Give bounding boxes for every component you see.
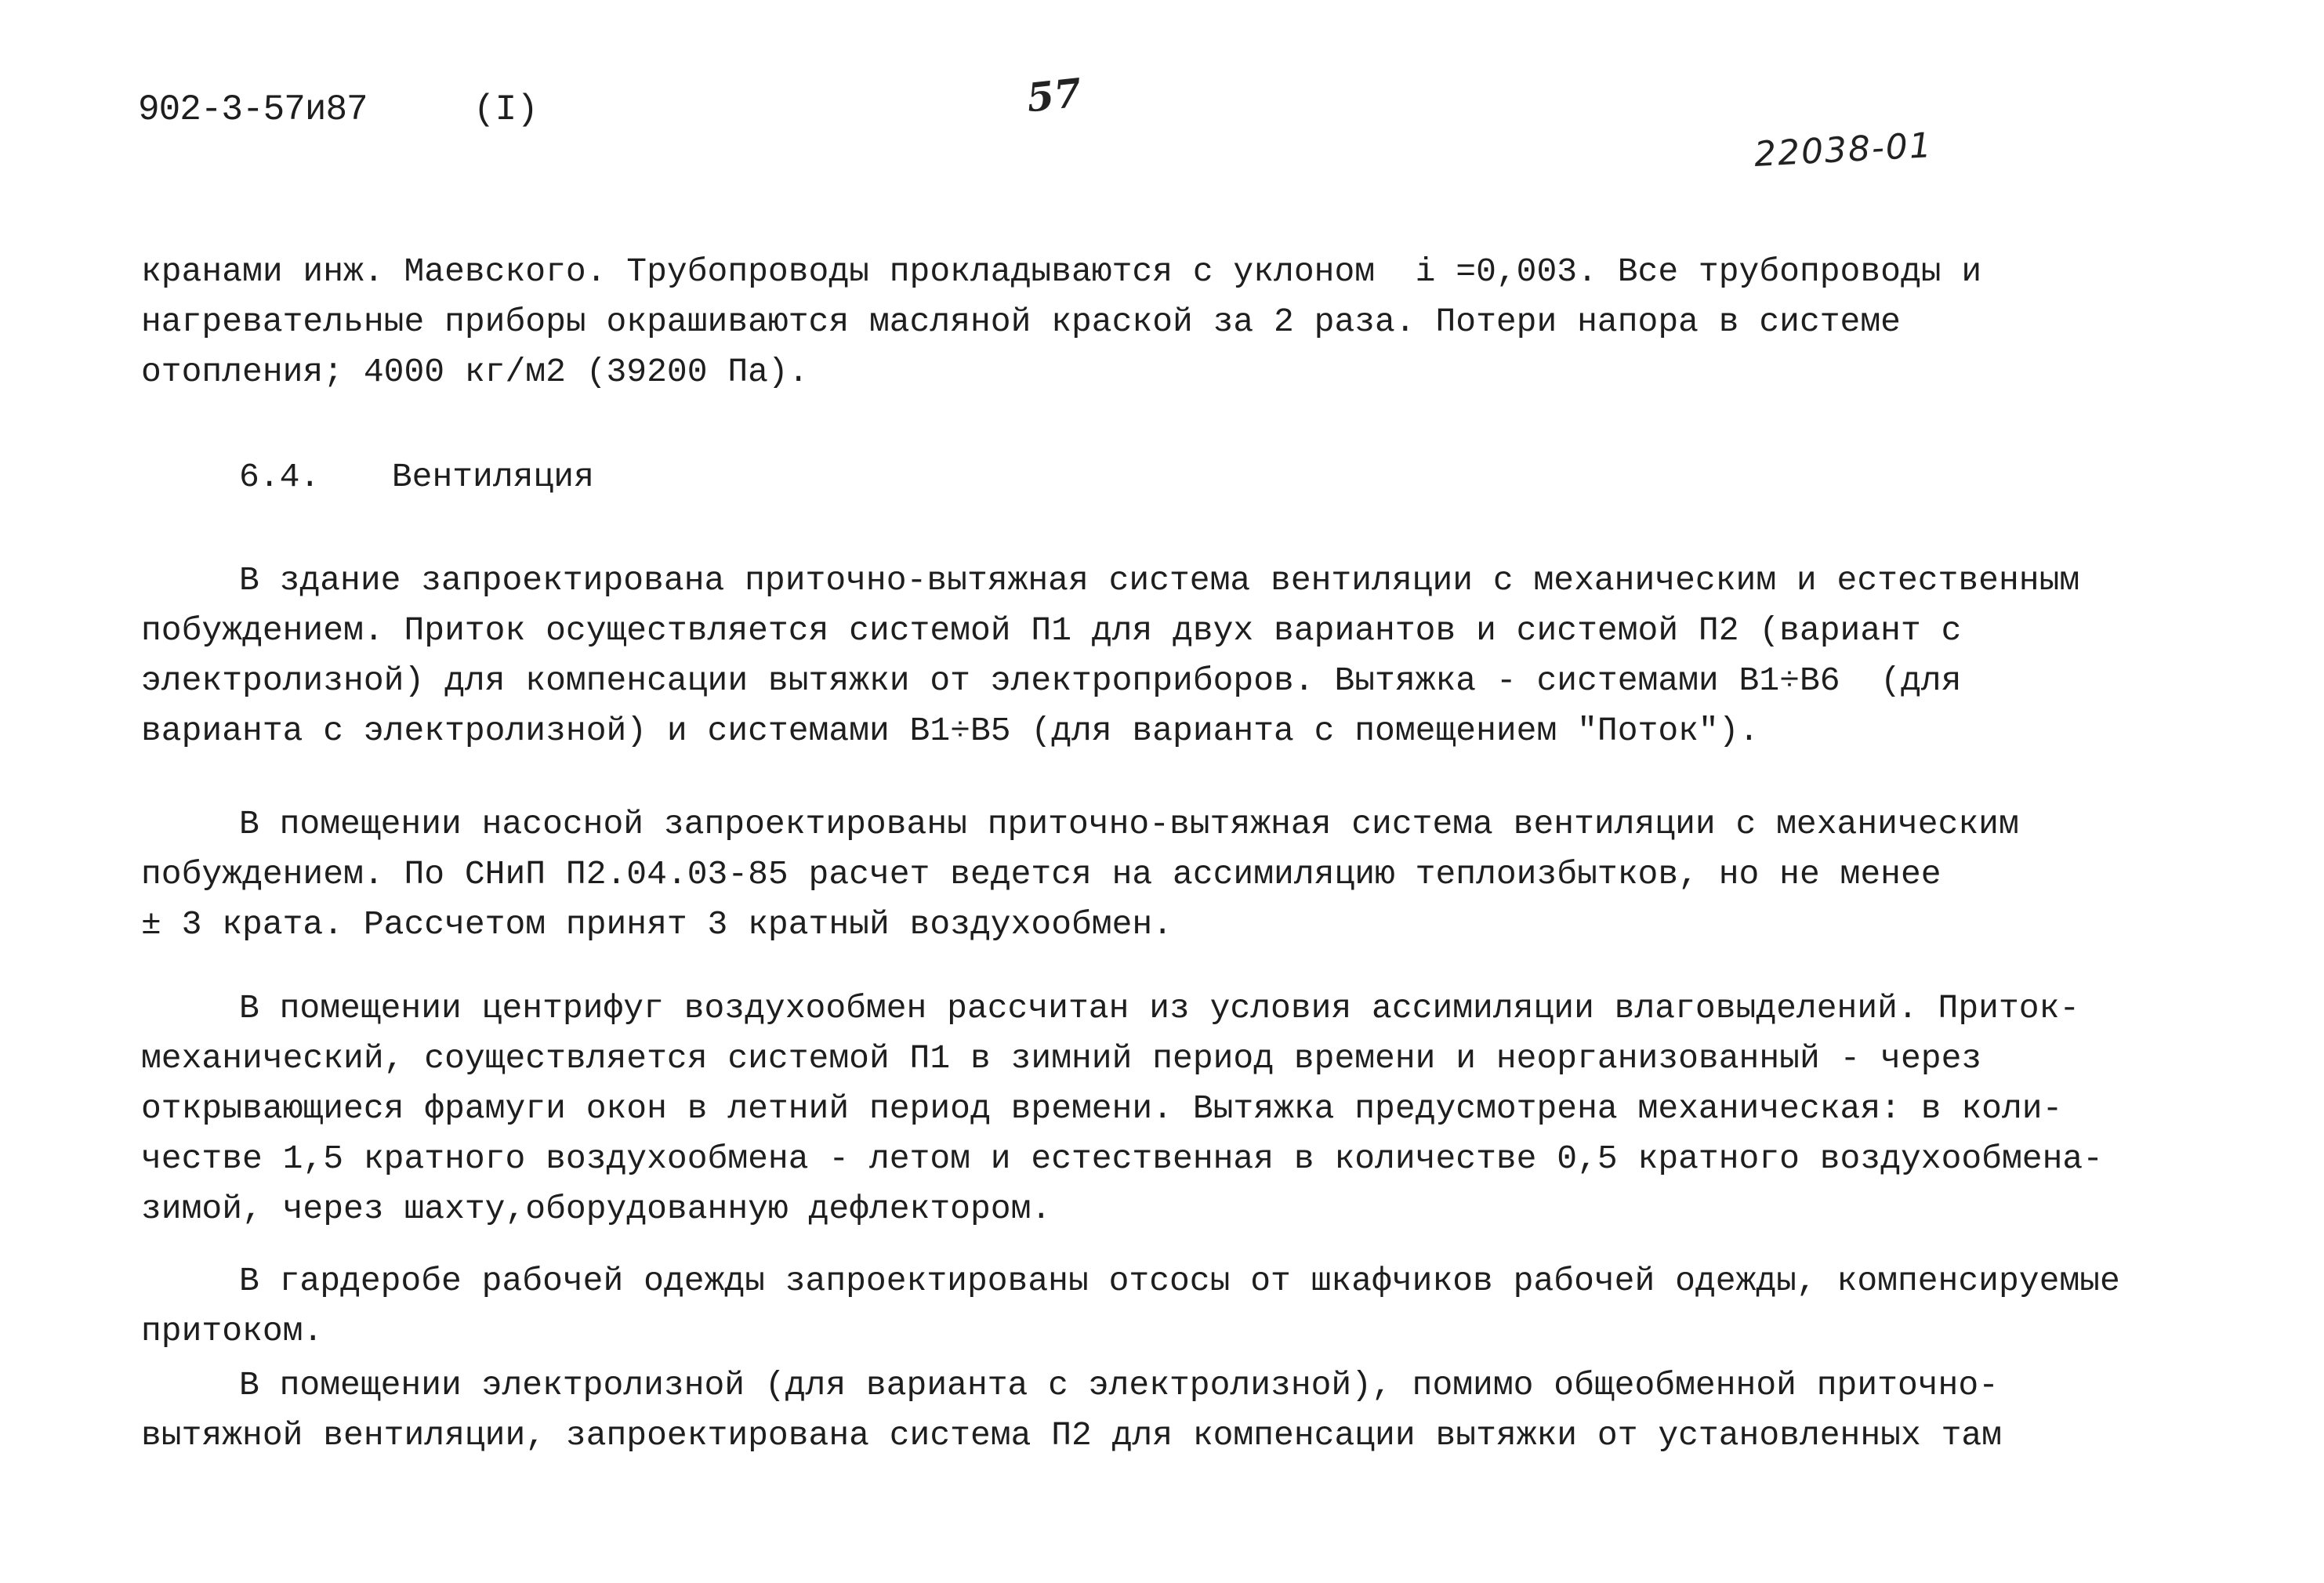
text-line: открывающиеся фрамуги окон в летний период времени. Вытяжка предусмотрена механическая: в коли- [141,1089,2063,1128]
handwritten-page-number: 57 [1024,69,1084,121]
text-line: побуждением. Приток осуществляется системой П1 для двух вариантов и системой П2 (вариант с [141,611,1962,650]
section-title: Вентиляция [391,458,594,496]
text-line: зимой, через шахту,оборудованную дефлектором. [141,1190,1052,1228]
text-line: кранами инж. Маевского. Трубопроводы прокладываются с уклоном i =0,003. Все трубопроводы и [141,252,1982,291]
paragraph-pump-room [141,799,2019,950]
paragraph-wardrobe [141,1256,2120,1357]
text-line: притоком. [141,1312,324,1350]
text-line: вытяжной вентиляции, запроектирована система П2 для компенсации вытяжки от установленных там [141,1416,2002,1454]
text-line: честве 1,5 кратного воздухообмена - летом и естественная в количестве 0,5 кратного воздухообмена- [141,1139,2104,1178]
text-line: электролизной) для компенсации вытяжки от электроприборов. Вытяжка - системами В1÷В6 (для [141,661,1962,700]
text-line: В помещении центрифуг воздухообмен рассчитан из условия ассимиляции влаговыделений. Приток- [239,989,2080,1027]
text-line: В гардеробе рабочей одежды запроектированы отсосы от шкафчиков рабочей одежды, компенсируемые [239,1262,2120,1300]
text-line: варианта с электролизной) и системами В1÷В5 (для варианта с помещением "Поток"). [141,712,1760,750]
heating-continuation-text [141,247,1981,397]
text-line: В здание запроектирована приточно-вытяжная система вентиляции с механическим и естественным [239,561,2080,600]
sheet-marker: (I) [473,89,538,130]
section-number: 6.4. [239,458,321,496]
paragraph-ventilation-system [141,556,2079,756]
text-line: отопления; 4000 кг/м2 (39200 Па). [141,353,809,391]
section-heading [239,452,594,502]
paragraph-electrolysis-room [141,1360,2002,1461]
text-line: механический, соуществляется системой П1 в зимний период времени и неорганизованный - через [141,1039,1982,1078]
handwritten-archive-number: 22038-01 [1753,125,1934,175]
text-line: В помещении электролизной (для варианта с электролизной), помимо общеобменной приточно- [239,1366,1999,1404]
text-line: В помещении насосной запроектированы приточно-вытяжная система вентиляции с механическим [239,805,2019,843]
paragraph-centrifuge-room [141,983,2103,1234]
text-line: нагревательные приборы окрашиваются масляной краской за 2 раза. Потери напора в системе [141,302,1901,341]
document-code: 902-3-57и87 [138,89,368,130]
text-line: ± 3 крата. Рассчетом принят 3 кратный воздухообмен. [141,905,1173,944]
text-line: побуждением. По СНиП П2.04.03-85 расчет ведется на ассимиляцию теплоизбытков, но не менее [141,855,1942,893]
